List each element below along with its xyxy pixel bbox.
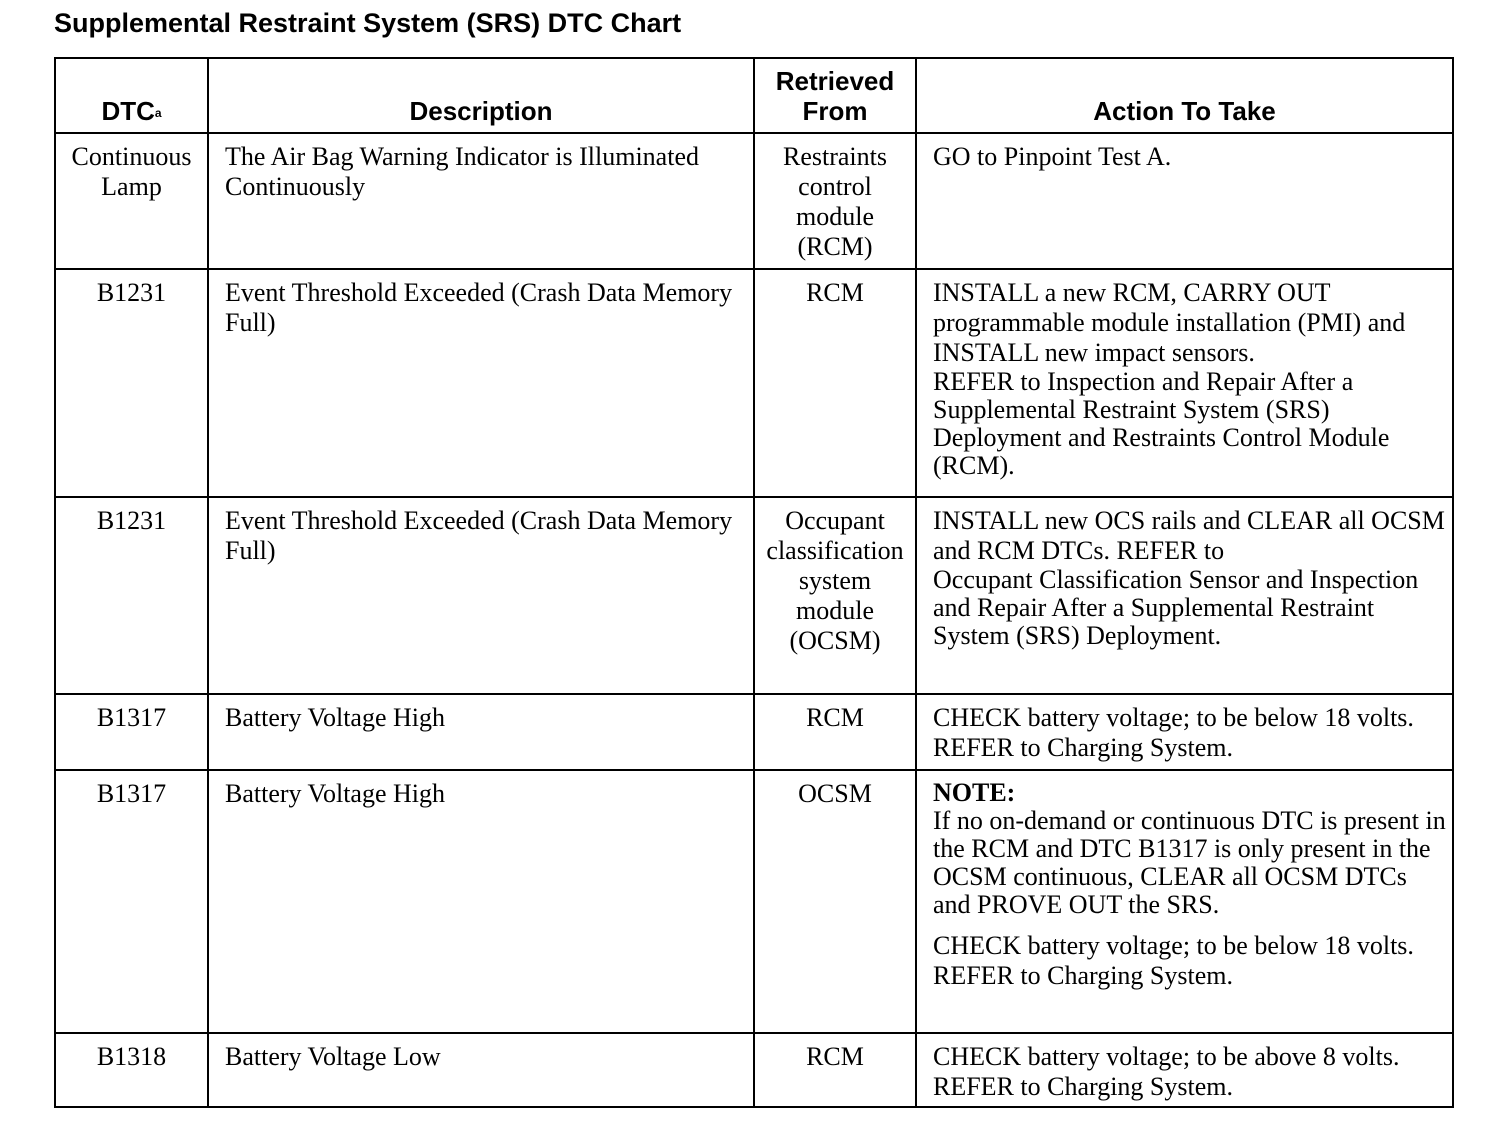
chart-title: Supplemental Restraint System (SRS) DTC Chart: [54, 8, 682, 38]
action-main-text: INSTALL new OCS rails and CLEAR all OCSM and RCM DTCs. REFER to: [933, 506, 1445, 565]
note-label: NOTE:: [933, 778, 1016, 807]
retrieved-cell: Restraints control module (RCM): [754, 133, 916, 269]
description-cell: The Air Bag Warning Indicator is Illuminated Continuously: [208, 133, 754, 269]
action-cell: [916, 497, 1453, 694]
table-row: [55, 497, 1453, 694]
description-cell: Battery Voltage High: [208, 694, 754, 770]
table-row: [55, 133, 1453, 269]
description-cell: Battery Voltage High: [208, 770, 754, 1033]
table-row: [55, 770, 1453, 1033]
retrieved-cell: Occupant classification system module (OCSM): [754, 497, 916, 694]
retrieved-cell: RCM: [754, 1033, 916, 1107]
header-action: Action To Take: [916, 58, 1453, 133]
action-cell: [916, 770, 1453, 1033]
dtc-cell: Continuous Lamp: [55, 133, 208, 269]
action-refer-text: Occupant Classification Sensor and Inspection and Repair After a Supplemental Restraint System (SRS) Deployment.: [933, 565, 1419, 650]
header-row: [55, 58, 1453, 133]
action-cell: GO to Pinpoint Test A.: [916, 133, 1453, 269]
description-cell: Event Threshold Exceeded (Crash Data Memory Full): [208, 497, 754, 694]
dtc-table: [54, 57, 1454, 1108]
note-text: If no on-demand or continuous DTC is present in the RCM and DTC B1317 is only present in the OCSM continuous, CLEAR all OCSM DTCs and PROVE OUT the SRS.: [933, 806, 1446, 919]
dtc-footnote-marker: a: [154, 106, 162, 120]
action-cell: CHECK battery voltage; to be below 18 volts. REFER to Charging System.: [916, 694, 1453, 770]
dtc-cell: B1317: [55, 770, 208, 1033]
header-dtc: DTC$^a$: [55, 58, 208, 133]
table-row: [55, 694, 1453, 770]
action-refer-text: REFER to Inspection and Repair After a Supplemental Restraint System (SRS) Deployment and Restraints Control Module (RCM).: [933, 367, 1390, 480]
table-row: [55, 269, 1453, 497]
description-cell: Battery Voltage Low: [208, 1033, 754, 1107]
header-retrieved-from: Retrieved From: [754, 58, 916, 133]
dtc-cell: B1318: [55, 1033, 208, 1107]
retrieved-cell: RCM: [754, 694, 916, 770]
action-text: CHECK battery voltage; to be below 18 volts. REFER to Charging System.: [933, 931, 1414, 990]
dtc-cell: B1317: [55, 694, 208, 770]
dtc-cell: B1231: [55, 497, 208, 694]
table-row: [55, 1033, 1453, 1107]
dtc-cell: B1231: [55, 269, 208, 497]
header-description: Description: [208, 58, 754, 133]
action-cell: CHECK battery voltage; to be above 8 volts. REFER to Charging System.: [916, 1033, 1453, 1107]
description-cell: Event Threshold Exceeded (Crash Data Memory Full): [208, 269, 754, 497]
retrieved-cell: OCSM: [754, 770, 916, 1033]
action-main-text: INSTALL a new RCM, CARRY OUT programmable module installation (PMI) and INSTALL new impact sensors.: [933, 278, 1406, 367]
retrieved-cell: RCM: [754, 269, 916, 497]
action-cell: [916, 269, 1453, 497]
